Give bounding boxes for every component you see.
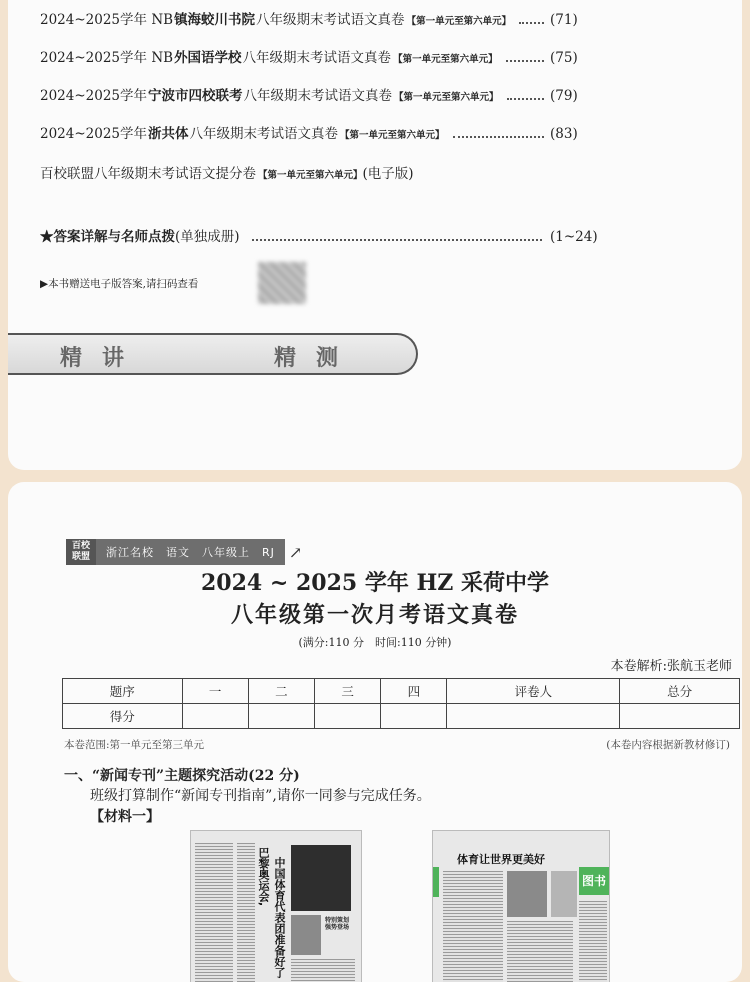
answer-note: (单独成册) (175, 229, 240, 245)
qr-note-text: ▶本书赠送电子版答案,请扫码查看 (40, 278, 199, 290)
toc-title: 八年级期末考试语文真卷 (256, 12, 405, 28)
book-tag: 图书 (579, 867, 609, 895)
score-cell[interactable] (182, 704, 248, 729)
toc-school: 镇海蛟川书院 (174, 12, 256, 28)
section-desc: 班级打算制作“新闻专刊指南”,请你一同参与完成任务。 (90, 788, 431, 804)
leader-dots (252, 239, 542, 241)
text-column (507, 921, 573, 982)
toc-title: 八年级期末考试语文真卷 (242, 50, 392, 66)
text-column (291, 959, 355, 982)
photo-gymnast (291, 845, 351, 911)
table-header-cell: 一 (182, 679, 248, 704)
table-row-label: 得分 (63, 704, 183, 729)
toc-scope: 【第一单元至第六单元】 (340, 130, 445, 141)
green-strip (433, 867, 439, 897)
material-label: 【材料一】 (90, 809, 160, 825)
answer-row[interactable] (40, 225, 622, 245)
score-cell[interactable] (381, 704, 447, 729)
text-column (443, 871, 503, 982)
exam-subtitle: 八年级第一次月考语文真卷 (230, 602, 519, 628)
toc-prefix: 2024~2025学年 (40, 126, 148, 142)
section-banner (8, 333, 418, 375)
score-cell[interactable] (248, 704, 314, 729)
toc-row[interactable] (40, 46, 622, 66)
toc-school: 宁波市四校联考 (148, 88, 243, 104)
revision-note: (本卷内容根据新教材修订) (606, 739, 730, 751)
series-bar: 浙江名校 语文 八年级上 RJ (96, 539, 285, 565)
table-header-cell: 评卷人 (447, 679, 620, 704)
banner-right: 精测 (274, 345, 359, 371)
table-header-cell: 二 (248, 679, 314, 704)
toc-scope: 【第一单元至第六单元】 (406, 16, 512, 27)
toc-row[interactable] (40, 8, 622, 28)
table-header-cell: 三 (315, 679, 381, 704)
leader-dots (506, 60, 544, 62)
text-column (237, 843, 255, 982)
newspaper-image-1 (190, 830, 362, 982)
portrait-photo (551, 871, 577, 917)
toc-card (8, 0, 742, 470)
newspaper-image-2 (432, 830, 610, 982)
table-row (63, 704, 740, 729)
toc-prefix: 2024~2025学年 NB (40, 12, 174, 28)
exam-meta: (满分:110 分 时间:110 分钟) (298, 636, 452, 649)
score-table (62, 678, 740, 729)
series-tag (66, 539, 302, 565)
answer-pages: (1~24) (550, 229, 598, 245)
toc-page: (75) (550, 50, 578, 66)
toc-prefix: 2024~2025学年 NB (40, 50, 174, 66)
series-logo: 百校联盟 (66, 539, 96, 565)
toc-school: 外国语学校 (174, 50, 242, 66)
headline-b: 中国体育代表团准备好了 (273, 857, 286, 978)
section-title: 一、“新闻专刊”主题探究活动(22 分) (64, 768, 300, 784)
toc-page: (83) (550, 126, 578, 142)
toc-school: 浙共体 (148, 126, 189, 142)
side-box: 特别策划 强势登场 (325, 917, 350, 931)
photo (291, 915, 321, 955)
score-cell[interactable] (315, 704, 381, 729)
leader-dots (519, 22, 544, 24)
toc-title: 百校联盟八年级期末考试语文提分卷 (40, 166, 256, 182)
headline-a: 巴黎奥运会, (257, 847, 270, 907)
toc-row[interactable] (40, 162, 622, 182)
table-row (63, 679, 740, 704)
score-cell[interactable] (447, 704, 620, 729)
text-column (195, 843, 233, 982)
photo (507, 871, 547, 917)
toc-page: (电子版) (362, 166, 414, 182)
leader-dots (453, 136, 544, 138)
toc-page: (71) (550, 12, 578, 28)
qr-note (40, 276, 198, 291)
table-header-cell: 题序 (63, 679, 183, 704)
toc-page: (79) (550, 88, 578, 104)
qr-code-icon[interactable] (258, 262, 306, 304)
text-column (579, 901, 607, 982)
arrow-icon: ↗ (288, 542, 303, 562)
exam-range: 本卷范围:第一单元至第三单元 (64, 739, 205, 751)
toc-row[interactable] (40, 122, 622, 142)
score-cell[interactable] (620, 704, 740, 729)
toc-title: 八年级期末考试语文真卷 (189, 126, 339, 142)
toc-scope: 【第一单元至第六单元】 (394, 92, 499, 103)
table-header-cell: 四 (381, 679, 447, 704)
answer-label: ★答案详解与名师点拨 (40, 229, 175, 245)
exam-card (8, 482, 742, 982)
toc-row[interactable] (40, 84, 622, 104)
toc-scope: 【第一单元至第六单元】 (393, 54, 498, 65)
exam-title: 2024 ~ 2025 学年 HZ 采荷中学 (200, 570, 550, 596)
analyst-credit: 本卷解析:张航玉老师 (610, 659, 732, 674)
table-header-cell: 总分 (620, 679, 740, 704)
toc-title: 八年级期末考试语文真卷 (243, 88, 393, 104)
banner-left: 精讲 (60, 345, 145, 371)
leader-dots (507, 98, 544, 100)
toc-scope: 【第一单元至第六单元】 (258, 170, 363, 181)
headline: 体育让世界更美好 (457, 853, 545, 866)
toc-prefix: 2024~2025学年 (40, 88, 148, 104)
